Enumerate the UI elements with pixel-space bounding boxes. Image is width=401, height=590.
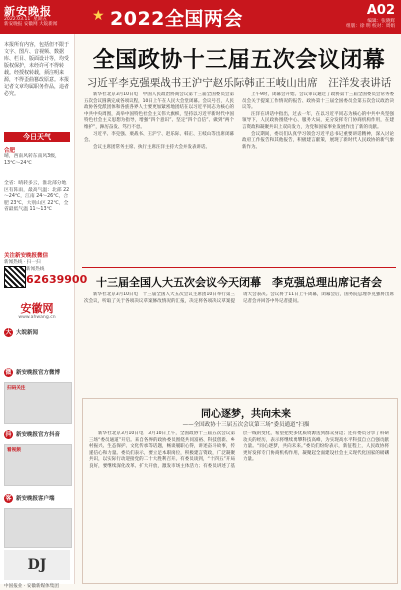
editor-credits: 编辑：张晓辉 组版：徐 明 校对：周娟 (346, 19, 395, 30)
site-url[interactable]: www.ahwang.cn (18, 315, 56, 320)
link-label: 大皖新闻 (16, 330, 39, 336)
feature-headline: 同心逐梦，共向未来 (201, 409, 291, 420)
sidebar (0, 34, 88, 589)
link-dawan[interactable] (4, 326, 70, 338)
lead-column-right (242, 92, 394, 262)
dj-logo: DJ (4, 550, 70, 580)
paragraph: 新华社北京3月10日电 十三届全国人大五次会议主席团10日举行第三次会议，听取了关于各项决议草案修改情况的汇报，决定将各项决议草案提请大会表决。会议将于11日上午闭幕，闭幕会后，国务院总理李克强将出席记者会并回答中外记者提问。 (84, 292, 394, 304)
dawan-icon: 大 (5, 328, 12, 336)
feature-subheadline: ——全国政协十三届五次会议第三场“委员通道”扫描 (182, 422, 310, 428)
weather-tag: 今日天气 (4, 132, 70, 142)
site-logo[interactable]: 安徽网 (20, 302, 54, 315)
paragraph: 汪洋在讲话中指出，过去一年，在以习近平同志为核心的中共中央坚强领导下，人民政协围绕中心、服务大局，充分发挥专门协商机构作用，在建言资政和凝聚共识上双向发力，为党和国家事业发展作出了新的贡献。 (242, 111, 394, 130)
follow-subtitle: 新闻热线 · 扫一扫 (4, 260, 41, 265)
link-label: 新安晚报官方微博 (16, 370, 61, 376)
qr-code-icon[interactable] (4, 266, 26, 288)
paragraph: 会议主席团常务主席、执行主席汪洋主持大会并发表讲话。 (93, 144, 210, 150)
article-headline-2: 十三届全国人大五次会议今天闭幕 李克强总理出席记者会 (96, 276, 382, 289)
feature-body (89, 431, 389, 579)
sidebar-footer: 中国报业 · 安徽新媒体集团 (4, 584, 59, 589)
paragraph: 新华社北京3月10日电 中国人民政治协商会议第十三届全国委员会第五次会议圆满完成各项议程，10日上午在人民大会堂闭幕。会议号召，人民政协各党派团体和各族各界人士要更加紧密地团结在以习近平同志为核心的中共中央周围，高举中国特色社会主义伟大旗帜，坚持以习近平新时代中国特色社会主义思想为指导，增强“四个意识”、坚定“四个自信”、做到“两个维护”，踔厉奋发、笃行不怠。 (84, 92, 234, 130)
thumbnail-image (4, 382, 72, 424)
dateline: 2022.03.11 星期五 新安晚报 安徽网 大皖新闻 (4, 17, 58, 28)
thumbnail-caption: 扫码关注 (7, 386, 26, 391)
masthead (0, 0, 401, 34)
section-banner: 2022全国两会 (110, 8, 243, 30)
divider (82, 267, 396, 268)
page-number: A02 (366, 3, 395, 18)
link-douyin[interactable] (4, 428, 70, 440)
article-2-body (84, 292, 394, 384)
link-weibo[interactable] (4, 366, 70, 378)
paragraph: 新华社北京3月10日电 3月10日上午，全国政协十三届五次会议第三场“委员通道”开启。来自各界的政协委员围绕共同富裕、科技创新、乡村振兴、生态保护、文化传承等话题，畅谈履职心得，讲述奋斗故事，传递信心和力量。委员们表示，要立足本职岗位，积极建言资政，广泛凝聚共识，以实际行动迎接党的二十大胜利召开。有委员谈到，“十四五”开局良好，要继续深化改革、扩大开放，激发市场主体活力；有委员讲述了基层一线的变化，希望把更多优质资源送到群众身边；还有委员分享了科研攻关的经历，表示将继续勇攀科技高峰，为实现高水平科技自立自强贡献力量。“同心逐梦，共向未来。”委员们纷纷表示，新征程上，人民政协将更好发挥专门协商机构作用，凝聚起全面建设社会主义现代化国家的磅礴力量。 (89, 431, 389, 469)
lead-column-left (84, 92, 234, 262)
weather-city: 合肥 (4, 148, 16, 154)
link-app[interactable] (4, 492, 70, 504)
link-label: 新安晚报官方抖音 (16, 432, 61, 438)
weather-forecast: 晴，西南风转东南风3级，13℃～24℃ (4, 154, 60, 166)
newspaper-logo: 新安晚报 (4, 5, 52, 18)
link-label: 新安晚报客户端 (16, 496, 55, 502)
main-content (76, 34, 401, 584)
paragraph: 上午9时，闭幕会开始。会议审议通过了政协第十三届全国委员会常务委员会关于提案工作情况的报告、政协第十三届全国委员会第五次会议政治决议等。 (242, 92, 394, 111)
weibo-icon: 微 (5, 368, 12, 376)
headline: 全国政协十三届五次会议闭幕 (92, 48, 386, 73)
feature-box (82, 398, 398, 584)
paragraph: 会议期间，委员们认真学习领会习近平总书记重要讲话精神，深入讨论政府工作报告和其他报告，积极建言献策，展现了新时代人民政协的新气象新作为。 (242, 131, 394, 150)
thumbnail-caption: 看视频 (7, 448, 21, 453)
thumbnail-image (4, 444, 72, 486)
hotline-label: 新闻热线 (26, 267, 45, 272)
paragraph: 习近平、李克强、栗战书、王沪宁、赵乐际、韩正、王岐山等出席闭幕会。 (84, 131, 234, 144)
hotline-number: 62639900 (26, 273, 88, 286)
thumbnail-image (4, 508, 72, 548)
douyin-icon: 抖 (5, 430, 12, 438)
star-icon: ★ (92, 8, 105, 24)
follow-title: 关注新安晚报微信 (4, 253, 49, 259)
copyright-notice: 本报所有内容，包括但不限于文字、图片、音视频、数据库、栏目、版面设计等，均受版权保护，未经许可不得转载。经授权转载，须注明来源，不得歪曲篡改原意。本报记者文章均属职务作品，违者必究。 (4, 42, 70, 97)
app-icon: 客 (5, 494, 12, 502)
subheadline: 习近平李克强栗战书王沪宁赵乐际韩正王岐山出席 汪洋发表讲话 (86, 77, 392, 89)
province-weather: 全省：晴转多云，淮北部分地区有阵雨，最高气温：北部 22～24℃，江南 24～26℃，合肥 23℃，大别山区 22℃，全省最低气温 11～13℃ (4, 181, 70, 212)
